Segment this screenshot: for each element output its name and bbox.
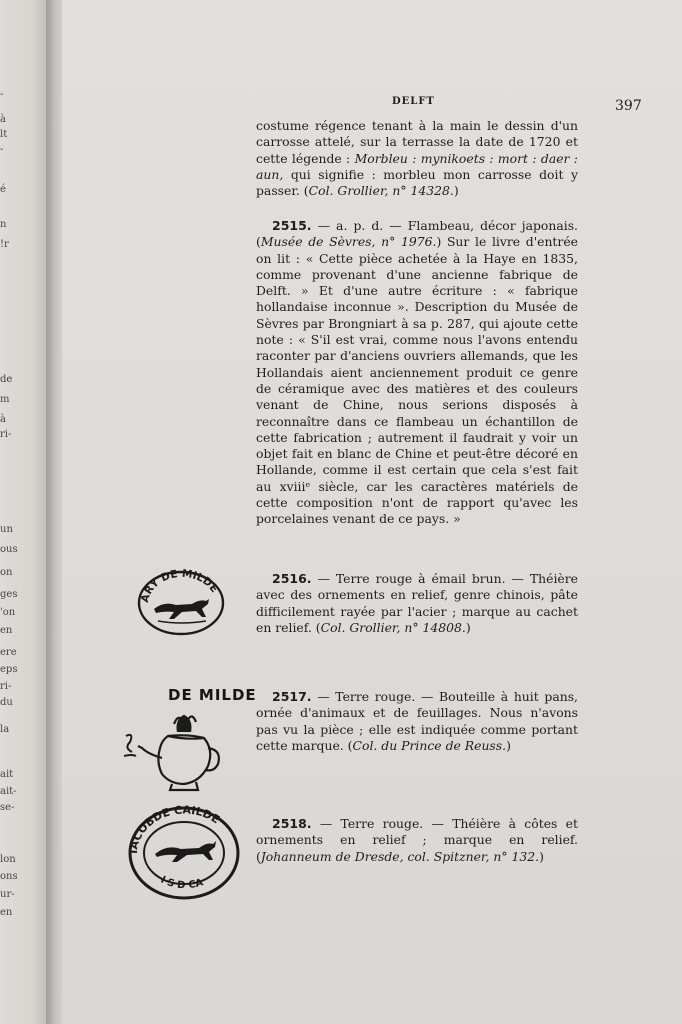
paragraph-continuation	[256, 118, 578, 199]
left-page-fragment: ait-	[0, 786, 17, 797]
entry-number: 2517.	[272, 689, 312, 704]
italic-segment: Musée de Sèvres, n° 1976.	[260, 234, 437, 250]
running-dog-icon	[155, 841, 216, 862]
italic-segment: Morbleu : mynikoets : mort : daer : aun,	[256, 150, 578, 182]
entry-number: 2516.	[272, 571, 312, 586]
left-page-fragment: -	[0, 89, 4, 100]
flourish-mark	[124, 735, 136, 756]
left-page-fragment: la	[0, 724, 10, 735]
left-page-fragment: ri-	[0, 429, 12, 440]
left-page-fragment: du	[0, 697, 13, 708]
italic-segment: Johanneum de Dresde, col. Spitzner, n° 132.	[260, 848, 540, 864]
text-segment: qui signifie : morbleu mon carrosse doit y passer. (	[256, 166, 578, 199]
left-page-fragment: ges	[0, 589, 18, 600]
text-segment: — Terre rouge. — Bouteille à huit pans, ornée d'animaux et de feuillages. Nous n'avons pas vu la pièce ; elle est indiquée comme portant cette marque. (	[256, 689, 578, 753]
mark-2516-label: ARY DE MILDE	[138, 569, 221, 604]
mark-2517-label: DE MILDE	[168, 686, 257, 704]
left-page-fragment: en	[0, 907, 13, 918]
mark-2517-teapot	[118, 706, 228, 798]
left-page-fragment: ur-	[0, 889, 15, 900]
left-page-fragment: n	[0, 219, 7, 230]
left-page-fragment: !r	[0, 239, 9, 250]
running-dog-icon	[154, 599, 209, 619]
mark-2516-oval-stamp	[136, 569, 226, 637]
text-segment: )	[539, 848, 544, 864]
left-page-fragment: ous	[0, 544, 18, 555]
text-segment: )	[506, 737, 511, 753]
text-segment: — a. p. d. — Flambeau, décor japonais. (	[256, 218, 578, 250]
text-segment: costume régence tenant à la main le dessin d'un carrosse attelé, sur la terrasse la date de 1720 et cette légende :	[256, 118, 578, 166]
left-page-fragment: lon	[0, 854, 16, 865]
left-page-fragment: -	[0, 144, 4, 155]
running-head: DELFT	[392, 96, 435, 107]
left-page-fragment: eps	[0, 664, 18, 675]
entry-2515	[256, 218, 578, 528]
entry-number: 2515.	[272, 218, 312, 233]
left-page-edge	[0, 0, 52, 1024]
left-page-fragment: de	[0, 374, 13, 385]
left-page-fragment: un	[0, 524, 13, 535]
italic-segment: Col. Grollier, n° 14328.	[308, 183, 454, 199]
left-page-fragment: lt	[0, 129, 8, 140]
entry-2518	[256, 816, 578, 865]
mark-2518-bottom-label: I S D CA	[158, 874, 205, 892]
entry-2517	[256, 689, 578, 754]
left-page-fragment: ri-	[0, 681, 12, 692]
left-page-fragment: en	[0, 625, 13, 636]
left-page-fragment: ere	[0, 647, 17, 658]
left-page-fragment: se-	[0, 802, 15, 813]
italic-segment: Col. du Prince de Reuss.	[352, 737, 507, 753]
text-segment: — Terre rouge. — Théière à côtes et ornements en relief ; marque en relief. (	[256, 816, 578, 864]
text-segment: — Terre rouge à émail brun. — Théière avec des ornements en relief, genre chinois, pâte difficilement rayée par l'acier ; marque au cachet en relief. (	[256, 571, 578, 635]
text-segment: )	[453, 183, 459, 199]
entry-2516	[256, 571, 578, 636]
text-segment: )	[465, 619, 471, 635]
teapot-icon	[138, 716, 219, 790]
left-page-fragment: ait	[0, 769, 14, 780]
entry-number: 2518.	[272, 816, 312, 831]
mark-2518-top-label: IACOBDE CAILDE	[127, 804, 222, 855]
mark-2518-oval-stamp	[127, 804, 242, 902]
text-segment: ) Sur le livre d'entrée on lit : « Cette pièce achetée à la Haye en 1835, comme provenant d'une ancienne fabrique de Delft. » Et d'une autre écriture : « fabrique hollandaise inconnue ». Description du Musée de Sèvres par Brongniart à sa p. 287, qui ajoute cette note : « S'il est vrai, comme nous l'avons entendu raconter par d'anciens ouvriers allemands, que les Hollandais aient anciennement produit ce genre de céramique avec des matières et des couleurs venant de Chine, nous serions disposés à reconnaître dans ce flambeau un échantillon de cette fabrication ; autrement il faudrait y voir un objet fait en blanc de Chine et peut-être décoré en Hollande, comme il est certain que cela s'est fait au xviiiᵉ siècle, car les caractères matériels de cette composition n'ont de rapport qu'avec les porcelaines venant de ce pays. »	[256, 234, 578, 527]
left-page-fragment: 'on	[0, 607, 16, 618]
page-number: 397	[615, 98, 642, 114]
left-page-fragment: é	[0, 184, 6, 195]
left-page-fragment: à	[0, 114, 6, 125]
italic-segment: Col. Grollier, n° 14808.	[320, 619, 466, 635]
left-page-fragment: à	[0, 414, 6, 425]
left-page-fragment: ons	[0, 871, 18, 882]
left-page-fragment: m	[0, 394, 10, 405]
left-page-fragment: on	[0, 567, 13, 578]
